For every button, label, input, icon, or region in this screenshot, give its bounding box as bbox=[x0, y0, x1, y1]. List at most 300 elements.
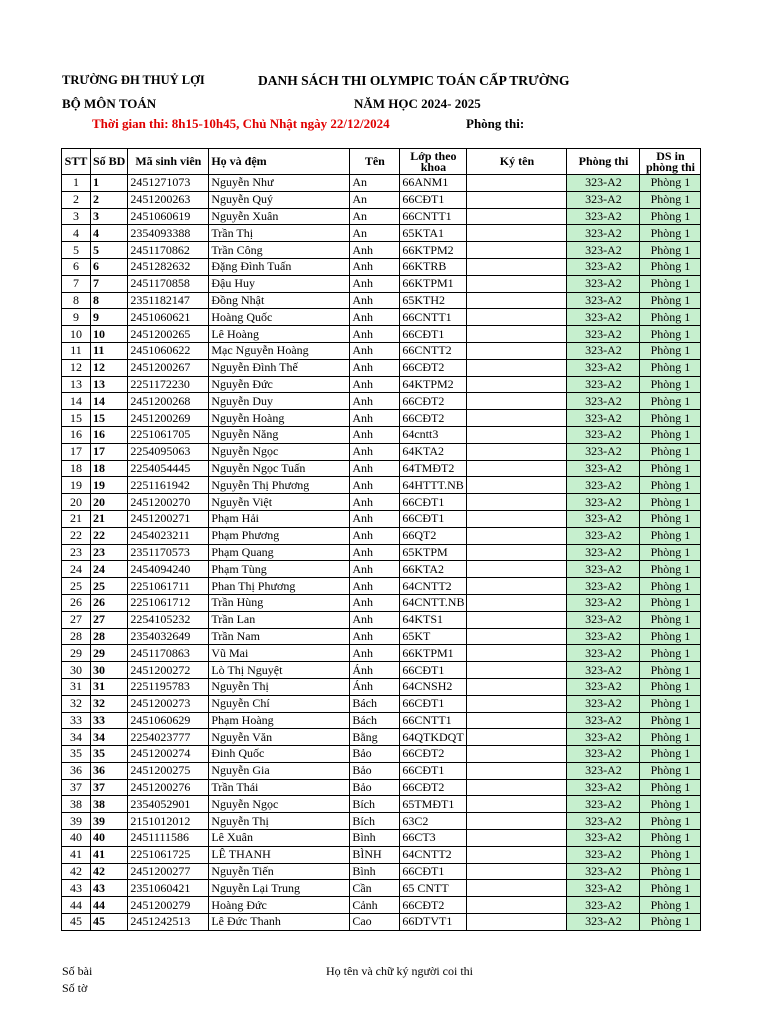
table-row bbox=[62, 175, 701, 192]
class-cell: 66CĐT1 bbox=[400, 762, 467, 779]
signature-cell bbox=[467, 292, 567, 309]
surname-cell: Nguyễn Thị bbox=[209, 813, 350, 830]
signature-cell bbox=[467, 645, 567, 662]
table-row bbox=[62, 712, 701, 729]
room-cell: 323-A2 bbox=[567, 830, 640, 847]
table-row bbox=[62, 813, 701, 830]
class-cell: 66CNTT1 bbox=[400, 712, 467, 729]
sbd-cell: 27 bbox=[91, 611, 128, 628]
first-name-cell: Bảo bbox=[350, 762, 400, 779]
student-id-cell: 2254054445 bbox=[128, 460, 209, 477]
signature-cell bbox=[467, 460, 567, 477]
room-list-cell: Phòng 1 bbox=[640, 208, 701, 225]
room-cell: 323-A2 bbox=[567, 695, 640, 712]
room-list-cell: Phòng 1 bbox=[640, 880, 701, 897]
sbd-cell: 9 bbox=[91, 309, 128, 326]
signature-cell bbox=[467, 594, 567, 611]
signature-cell bbox=[467, 510, 567, 527]
table-row bbox=[62, 830, 701, 847]
col-header-room-list: DS in phòng thi bbox=[640, 149, 701, 175]
room-cell: 323-A2 bbox=[567, 712, 640, 729]
room-cell: 323-A2 bbox=[567, 594, 640, 611]
student-id-cell: 2251172230 bbox=[128, 376, 209, 393]
stt-cell: 3 bbox=[62, 208, 91, 225]
room-list-cell: Phòng 1 bbox=[640, 527, 701, 544]
surname-cell: Trần Công bbox=[209, 242, 350, 259]
student-id-cell: 2451060619 bbox=[128, 208, 209, 225]
room-list-cell: Phòng 1 bbox=[640, 393, 701, 410]
signature-cell bbox=[467, 494, 567, 511]
student-id-cell: 2451200269 bbox=[128, 410, 209, 427]
col-header-name: Tên bbox=[350, 149, 400, 175]
stt-cell: 37 bbox=[62, 779, 91, 796]
sbd-cell: 39 bbox=[91, 813, 128, 830]
sbd-cell: 6 bbox=[91, 258, 128, 275]
first-name-cell: An bbox=[350, 208, 400, 225]
room-list-cell: Phòng 1 bbox=[640, 914, 701, 931]
col-header-room: Phòng thi bbox=[567, 149, 640, 175]
surname-cell: Đồng Nhật bbox=[209, 292, 350, 309]
stt-cell: 23 bbox=[62, 544, 91, 561]
signature-cell bbox=[467, 275, 567, 292]
student-id-cell: 2451060629 bbox=[128, 712, 209, 729]
sbd-cell: 32 bbox=[91, 695, 128, 712]
sbd-cell: 19 bbox=[91, 477, 128, 494]
student-id-cell: 2451200275 bbox=[128, 762, 209, 779]
stt-cell: 22 bbox=[62, 527, 91, 544]
class-cell: 66KTRB bbox=[400, 258, 467, 275]
first-name-cell: Cảnh bbox=[350, 897, 400, 914]
class-cell: 66ANM1 bbox=[400, 175, 467, 192]
class-cell: 66CĐT2 bbox=[400, 779, 467, 796]
exam-room-label: Phòng thi: bbox=[466, 116, 525, 131]
stt-cell: 10 bbox=[62, 326, 91, 343]
surname-cell: LÊ THANH bbox=[209, 846, 350, 863]
first-name-cell: An bbox=[350, 225, 400, 242]
sbd-cell: 7 bbox=[91, 275, 128, 292]
room-cell: 323-A2 bbox=[567, 510, 640, 527]
surname-cell: Nguyễn Ngọc bbox=[209, 796, 350, 813]
student-id-cell: 2254105232 bbox=[128, 611, 209, 628]
signature-cell bbox=[467, 443, 567, 460]
student-id-cell: 2451200276 bbox=[128, 779, 209, 796]
table-row bbox=[62, 275, 701, 292]
first-name-cell: Anh bbox=[350, 309, 400, 326]
class-cell: 65TMĐT1 bbox=[400, 796, 467, 813]
signature-cell bbox=[467, 393, 567, 410]
stt-cell: 32 bbox=[62, 695, 91, 712]
table-row bbox=[62, 326, 701, 343]
room-cell: 323-A2 bbox=[567, 578, 640, 595]
stt-cell: 16 bbox=[62, 426, 91, 443]
class-cell: 66KTPM1 bbox=[400, 275, 467, 292]
class-cell: 66CĐT2 bbox=[400, 393, 467, 410]
room-cell: 323-A2 bbox=[567, 880, 640, 897]
class-cell: 66CĐT1 bbox=[400, 326, 467, 343]
class-cell: 66DTVT1 bbox=[400, 914, 467, 931]
student-id-cell: 2351060421 bbox=[128, 880, 209, 897]
student-id-cell: 2251061725 bbox=[128, 846, 209, 863]
student-id-cell: 2454094240 bbox=[128, 561, 209, 578]
room-cell: 323-A2 bbox=[567, 779, 640, 796]
surname-cell: Phan Thị Phương bbox=[209, 578, 350, 595]
class-cell: 64KTS1 bbox=[400, 611, 467, 628]
surname-cell: Lê Hoàng bbox=[209, 326, 350, 343]
first-name-cell: Ánh bbox=[350, 678, 400, 695]
signature-cell bbox=[467, 762, 567, 779]
class-cell: 64CNSH2 bbox=[400, 678, 467, 695]
room-cell: 323-A2 bbox=[567, 494, 640, 511]
table-row bbox=[62, 914, 701, 931]
col-header-class: Lớp theo khoa bbox=[400, 149, 467, 175]
sbd-cell: 42 bbox=[91, 863, 128, 880]
stt-cell: 36 bbox=[62, 762, 91, 779]
room-list-cell: Phòng 1 bbox=[640, 762, 701, 779]
table-row bbox=[62, 309, 701, 326]
department-name: BỘ MÔN TOÁN bbox=[62, 96, 157, 111]
class-cell: 66KTA2 bbox=[400, 561, 467, 578]
signature-cell bbox=[467, 544, 567, 561]
stt-cell: 20 bbox=[62, 494, 91, 511]
class-cell: 64CNTT2 bbox=[400, 578, 467, 595]
signature-cell bbox=[467, 527, 567, 544]
table-row bbox=[62, 510, 701, 527]
room-cell: 323-A2 bbox=[567, 796, 640, 813]
surname-cell: Nguyễn Gia bbox=[209, 762, 350, 779]
stt-cell: 29 bbox=[62, 645, 91, 662]
student-id-cell: 2451200273 bbox=[128, 695, 209, 712]
room-cell: 323-A2 bbox=[567, 225, 640, 242]
sbd-cell: 31 bbox=[91, 678, 128, 695]
room-list-cell: Phòng 1 bbox=[640, 258, 701, 275]
table-row bbox=[62, 897, 701, 914]
signature-cell bbox=[467, 729, 567, 746]
surname-cell: Vũ Mai bbox=[209, 645, 350, 662]
student-id-cell: 2354052901 bbox=[128, 796, 209, 813]
student-id-cell: 2151012012 bbox=[128, 813, 209, 830]
first-name-cell: Anh bbox=[350, 510, 400, 527]
room-cell: 323-A2 bbox=[567, 645, 640, 662]
surname-cell: Nguyễn Tiến bbox=[209, 863, 350, 880]
room-cell: 323-A2 bbox=[567, 544, 640, 561]
stt-cell: 40 bbox=[62, 830, 91, 847]
table-row bbox=[62, 863, 701, 880]
stt-cell: 1 bbox=[62, 175, 91, 192]
signature-cell bbox=[467, 830, 567, 847]
signature-cell bbox=[467, 746, 567, 763]
room-list-cell: Phòng 1 bbox=[640, 712, 701, 729]
stt-cell: 12 bbox=[62, 359, 91, 376]
surname-cell: Trần Thái bbox=[209, 779, 350, 796]
room-cell: 323-A2 bbox=[567, 443, 640, 460]
room-list-cell: Phòng 1 bbox=[640, 695, 701, 712]
stt-cell: 5 bbox=[62, 242, 91, 259]
student-id-cell: 2451170863 bbox=[128, 645, 209, 662]
sbd-cell: 10 bbox=[91, 326, 128, 343]
sbd-cell: 20 bbox=[91, 494, 128, 511]
room-list-cell: Phòng 1 bbox=[640, 376, 701, 393]
sbd-cell: 26 bbox=[91, 594, 128, 611]
stt-cell: 18 bbox=[62, 460, 91, 477]
room-list-cell: Phòng 1 bbox=[640, 846, 701, 863]
room-list-cell: Phòng 1 bbox=[640, 746, 701, 763]
class-cell: 66CNTT2 bbox=[400, 342, 467, 359]
student-id-cell: 2354032649 bbox=[128, 628, 209, 645]
class-cell: 65KTA1 bbox=[400, 225, 467, 242]
table-row bbox=[62, 342, 701, 359]
student-id-cell: 2451200265 bbox=[128, 326, 209, 343]
stt-cell: 28 bbox=[62, 628, 91, 645]
surname-cell: Nguyễn Thị bbox=[209, 678, 350, 695]
surname-cell: Trần Nam bbox=[209, 628, 350, 645]
signature-cell bbox=[467, 611, 567, 628]
col-header-surname: Họ và đệm bbox=[209, 149, 350, 175]
class-cell: 66CĐT2 bbox=[400, 897, 467, 914]
room-list-cell: Phòng 1 bbox=[640, 628, 701, 645]
first-name-cell: Bích bbox=[350, 813, 400, 830]
first-name-cell: Anh bbox=[350, 342, 400, 359]
first-name-cell: Anh bbox=[350, 258, 400, 275]
table-row bbox=[62, 695, 701, 712]
student-id-cell: 2451200271 bbox=[128, 510, 209, 527]
student-id-cell: 2251195783 bbox=[128, 678, 209, 695]
first-name-cell: Anh bbox=[350, 242, 400, 259]
table-row bbox=[62, 359, 701, 376]
room-cell: 323-A2 bbox=[567, 527, 640, 544]
first-name-cell: An bbox=[350, 175, 400, 192]
student-id-cell: 2454023211 bbox=[128, 527, 209, 544]
table-row bbox=[62, 611, 701, 628]
room-list-cell: Phòng 1 bbox=[640, 359, 701, 376]
surname-cell: Nguyễn Ngọc Tuấn bbox=[209, 460, 350, 477]
table-row bbox=[62, 242, 701, 259]
room-list-cell: Phòng 1 bbox=[640, 494, 701, 511]
table-row bbox=[62, 578, 701, 595]
stt-cell: 33 bbox=[62, 712, 91, 729]
surname-cell: Mạc Nguyễn Hoàng bbox=[209, 342, 350, 359]
student-id-cell: 2451200277 bbox=[128, 863, 209, 880]
class-cell: 66CT3 bbox=[400, 830, 467, 847]
sbd-cell: 1 bbox=[91, 175, 128, 192]
room-cell: 323-A2 bbox=[567, 611, 640, 628]
stt-cell: 4 bbox=[62, 225, 91, 242]
table-row bbox=[62, 527, 701, 544]
surname-cell: Phạm Hải bbox=[209, 510, 350, 527]
stt-cell: 45 bbox=[62, 914, 91, 931]
table-row bbox=[62, 678, 701, 695]
stt-cell: 34 bbox=[62, 729, 91, 746]
class-cell: 66CĐT2 bbox=[400, 746, 467, 763]
room-list-cell: Phòng 1 bbox=[640, 510, 701, 527]
room-cell: 323-A2 bbox=[567, 326, 640, 343]
table-row bbox=[62, 376, 701, 393]
sbd-cell: 18 bbox=[91, 460, 128, 477]
stt-cell: 19 bbox=[62, 477, 91, 494]
stt-cell: 39 bbox=[62, 813, 91, 830]
first-name-cell: Anh bbox=[350, 544, 400, 561]
student-id-cell: 2351182147 bbox=[128, 292, 209, 309]
table-row bbox=[62, 779, 701, 796]
signature-cell bbox=[467, 342, 567, 359]
room-list-cell: Phòng 1 bbox=[640, 292, 701, 309]
table-row bbox=[62, 594, 701, 611]
class-cell: 64QTKDQT bbox=[400, 729, 467, 746]
class-cell: 64cntt3 bbox=[400, 426, 467, 443]
sbd-cell: 45 bbox=[91, 914, 128, 931]
first-name-cell: Bằng bbox=[350, 729, 400, 746]
student-id-cell: 2354093388 bbox=[128, 225, 209, 242]
table-row bbox=[62, 662, 701, 679]
first-name-cell: Anh bbox=[350, 460, 400, 477]
student-id-cell: 2251061711 bbox=[128, 578, 209, 595]
room-cell: 323-A2 bbox=[567, 359, 640, 376]
surname-cell: Nguyễn Như bbox=[209, 175, 350, 192]
stt-cell: 26 bbox=[62, 594, 91, 611]
stt-cell: 14 bbox=[62, 393, 91, 410]
room-list-cell: Phòng 1 bbox=[640, 225, 701, 242]
class-cell: 66QT2 bbox=[400, 527, 467, 544]
signature-cell bbox=[467, 578, 567, 595]
first-name-cell: Anh bbox=[350, 645, 400, 662]
stt-cell: 17 bbox=[62, 443, 91, 460]
sbd-cell: 13 bbox=[91, 376, 128, 393]
surname-cell: Nguyễn Hoàng bbox=[209, 410, 350, 427]
surname-cell: Nguyễn Đức bbox=[209, 376, 350, 393]
room-cell: 323-A2 bbox=[567, 863, 640, 880]
stt-cell: 8 bbox=[62, 292, 91, 309]
table-row bbox=[62, 880, 701, 897]
stt-cell: 42 bbox=[62, 863, 91, 880]
surname-cell: Lê Xuân bbox=[209, 830, 350, 847]
class-cell: 64TMĐT2 bbox=[400, 460, 467, 477]
surname-cell: Lê Đức Thanh bbox=[209, 914, 350, 931]
room-list-cell: Phòng 1 bbox=[640, 561, 701, 578]
student-id-cell: 2254095063 bbox=[128, 443, 209, 460]
sbd-cell: 5 bbox=[91, 242, 128, 259]
class-cell: 64CNTT2 bbox=[400, 846, 467, 863]
signature-cell bbox=[467, 242, 567, 259]
surname-cell: Nguyễn Thị Phương bbox=[209, 477, 350, 494]
room-cell: 323-A2 bbox=[567, 242, 640, 259]
signature-cell bbox=[467, 175, 567, 192]
class-cell: 65 CNTT bbox=[400, 880, 467, 897]
table-row bbox=[62, 460, 701, 477]
first-name-cell: Anh bbox=[350, 393, 400, 410]
first-name-cell: Anh bbox=[350, 477, 400, 494]
signature-cell bbox=[467, 678, 567, 695]
sbd-cell: 8 bbox=[91, 292, 128, 309]
room-cell: 323-A2 bbox=[567, 426, 640, 443]
table-row bbox=[62, 645, 701, 662]
signature-cell bbox=[467, 191, 567, 208]
surname-cell: Phạm Phương bbox=[209, 527, 350, 544]
class-cell: 64HTTT.NB bbox=[400, 477, 467, 494]
sbd-cell: 37 bbox=[91, 779, 128, 796]
student-id-cell: 2451282632 bbox=[128, 258, 209, 275]
sbd-cell: 15 bbox=[91, 410, 128, 427]
sbd-cell: 35 bbox=[91, 746, 128, 763]
surname-cell: Nguyễn Năng bbox=[209, 426, 350, 443]
first-name-cell: Bình bbox=[350, 863, 400, 880]
sbd-cell: 17 bbox=[91, 443, 128, 460]
stt-cell: 35 bbox=[62, 746, 91, 763]
room-cell: 323-A2 bbox=[567, 746, 640, 763]
first-name-cell: Anh bbox=[350, 561, 400, 578]
signature-cell bbox=[467, 208, 567, 225]
surname-cell: Nguyễn Quý bbox=[209, 191, 350, 208]
signature-cell bbox=[467, 410, 567, 427]
col-header-student-id: Mã sinh viên bbox=[128, 149, 209, 175]
room-list-cell: Phòng 1 bbox=[640, 544, 701, 561]
room-list-cell: Phòng 1 bbox=[640, 897, 701, 914]
student-id-cell: 2451271073 bbox=[128, 175, 209, 192]
table-row bbox=[62, 410, 701, 427]
room-list-cell: Phòng 1 bbox=[640, 191, 701, 208]
signature-cell bbox=[467, 897, 567, 914]
first-name-cell: Bách bbox=[350, 712, 400, 729]
table-row bbox=[62, 494, 701, 511]
sbd-cell: 33 bbox=[91, 712, 128, 729]
class-cell: 66CĐT1 bbox=[400, 191, 467, 208]
class-cell: 66CĐT1 bbox=[400, 695, 467, 712]
sbd-cell: 23 bbox=[91, 544, 128, 561]
class-cell: 65KTH2 bbox=[400, 292, 467, 309]
table-row bbox=[62, 561, 701, 578]
room-cell: 323-A2 bbox=[567, 292, 640, 309]
first-name-cell: Anh bbox=[350, 326, 400, 343]
room-list-cell: Phòng 1 bbox=[640, 242, 701, 259]
sheet-count-label: Số bài bbox=[62, 964, 93, 978]
surname-cell: Nguyễn Việt bbox=[209, 494, 350, 511]
table-row bbox=[62, 628, 701, 645]
room-cell: 323-A2 bbox=[567, 410, 640, 427]
signature-cell bbox=[467, 376, 567, 393]
student-id-cell: 2451111586 bbox=[128, 830, 209, 847]
first-name-cell: Anh bbox=[350, 410, 400, 427]
first-name-cell: Anh bbox=[350, 527, 400, 544]
sbd-cell: 25 bbox=[91, 578, 128, 595]
room-cell: 323-A2 bbox=[567, 846, 640, 863]
first-name-cell: Anh bbox=[350, 628, 400, 645]
room-cell: 323-A2 bbox=[567, 729, 640, 746]
stt-cell: 41 bbox=[62, 846, 91, 863]
student-id-cell: 2251161942 bbox=[128, 477, 209, 494]
room-cell: 323-A2 bbox=[567, 678, 640, 695]
room-list-cell: Phòng 1 bbox=[640, 678, 701, 695]
signature-cell bbox=[467, 863, 567, 880]
stt-cell: 38 bbox=[62, 796, 91, 813]
col-header-signature: Ký tên bbox=[467, 149, 567, 175]
room-list-cell: Phòng 1 bbox=[640, 796, 701, 813]
surname-cell: Nguyễn Ngọc bbox=[209, 443, 350, 460]
col-header-stt: STT bbox=[62, 149, 91, 175]
first-name-cell: Anh bbox=[350, 578, 400, 595]
room-list-cell: Phòng 1 bbox=[640, 175, 701, 192]
stt-cell: 9 bbox=[62, 309, 91, 326]
class-cell: 64KTA2 bbox=[400, 443, 467, 460]
signature-cell bbox=[467, 695, 567, 712]
stt-cell: 25 bbox=[62, 578, 91, 595]
table-row bbox=[62, 846, 701, 863]
signature-cell bbox=[467, 662, 567, 679]
room-cell: 323-A2 bbox=[567, 914, 640, 931]
stt-cell: 2 bbox=[62, 191, 91, 208]
student-id-cell: 2451170858 bbox=[128, 275, 209, 292]
surname-cell: Lò Thị Nguyệt bbox=[209, 662, 350, 679]
table-row bbox=[62, 258, 701, 275]
student-id-cell: 2451242513 bbox=[128, 914, 209, 931]
table-row bbox=[62, 208, 701, 225]
